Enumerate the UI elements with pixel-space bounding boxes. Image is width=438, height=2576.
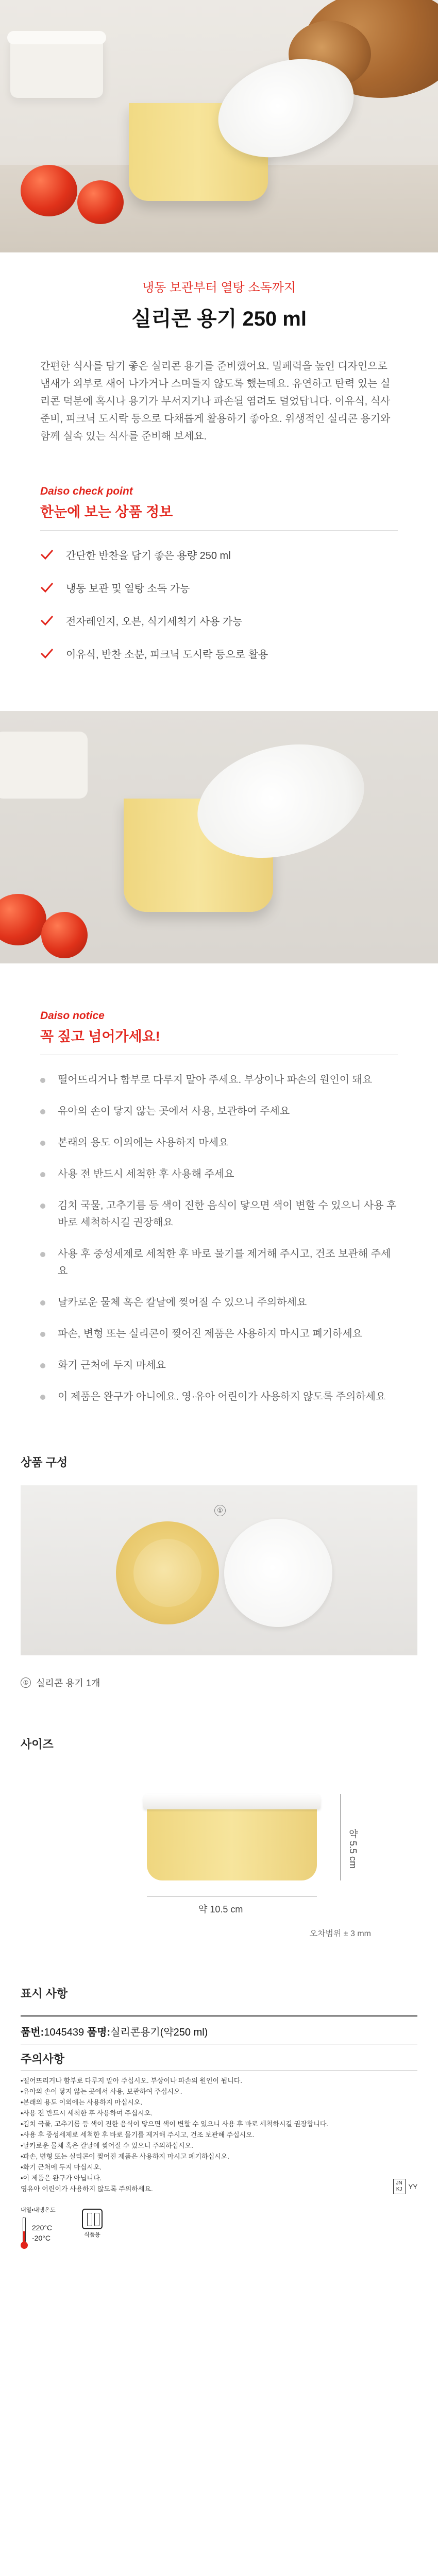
caution-item: •떨어뜨리거나 함부로 다루지 말아 주십시오. 부상이나 파손의 원인이 됩니다. [21,2077,242,2084]
temperature-block [21,2206,72,2249]
list-item [40,1239,398,1287]
caution-item: 영유아 어린이가 사용하지 않도록 주의하세요. [21,2185,153,2193]
tomato-image [41,912,88,958]
list-item [40,1381,398,1413]
size-diagram [21,1767,417,1922]
composition-image [21,1485,417,1655]
composition-title: 상품 구성 [21,1456,68,1469]
tolerance-note: 오차범위 ± 3 mm [309,1929,371,1938]
notice-header [0,1010,438,1045]
list-item-label: 떨어뜨리거나 함부로 다루지 말아 주세요. 부상이나 파손의 원인이 돼요 [58,1074,373,1086]
jn-code-box: JN KJ [393,2179,406,2194]
height-label: 약 5.5 cm [348,1829,358,1869]
list-item-label: 날카로운 물체 혹은 칼날에 찢어질 수 있으니 주의하세요 [58,1297,307,1308]
list-item [40,1096,398,1127]
bullet-icon [40,1300,45,1306]
food-grade-label: 식품용 [84,2232,100,2238]
bullet-icon [40,1252,45,1257]
list-item-label: 사용 전 반드시 세척한 후 사용해 주세요 [58,1168,234,1180]
list-item-label: 화기 근처에 두지 마세요 [58,1360,166,1371]
list-item [40,1190,398,1239]
yy-code: YY [408,2182,417,2191]
bullet-icon [40,1078,45,1083]
list-item [40,637,398,670]
caution-item: •사용 후 중성세제로 세척한 후 바로 물기를 제거해 주시고, 건조 보관해 주십시오. [21,2131,255,2139]
notice-list [0,1055,438,1413]
label-title: 표시 사항 [21,1987,68,2000]
caution-item: •유아의 손이 닿지 않는 곳에서 사용, 보관하여 주십시오. [21,2088,182,2095]
caution-item: •이 제품은 완구가 아닙니다. [21,2174,102,2182]
list-item-label: 냉동 보관 및 열탕 소독 가능 [66,583,190,595]
bullet-icon [40,1109,45,1114]
temperature-caption: 내열•내냉온도 [21,2207,56,2213]
list-item [40,604,398,637]
product-title: 실리콘 용기 250 ml [131,308,307,330]
bullet-icon [40,1204,45,1209]
notice-eyebrow: Daiso notice [40,1010,105,1022]
list-item-label: 간단한 반찬을 담기 좋은 용량 250 ml [66,550,231,562]
tomato-image [0,894,46,945]
width-label: 약 10.5 cm [198,1904,243,1914]
list-item-label: 사용 후 중성세제로 세척한 후 바로 물기를 제거해 주시고, 건조 보관해 주세요 [58,1248,391,1277]
thermometer-icon [21,2217,28,2249]
list-item-label: 본래의 용도 이외에는 사용하지 마세요 [58,1137,229,1148]
caution-list [21,2075,417,2194]
list-item-label: 유아의 손이 닿지 않는 곳에서 사용, 보관하여 주세요 [58,1106,290,1117]
check-icon [40,582,54,593]
origin-code [393,2179,417,2194]
size-title: 사이즈 [21,1738,54,1751]
max-temperature: 220°C [32,2224,53,2232]
notice-title: 꼭 짚고 넘어가세요! [40,1029,160,1044]
check-point-list [0,531,438,670]
background-bowl-image [10,36,103,98]
check-icon [40,648,54,659]
white-lid-top-view-image [224,1519,332,1627]
tomato-image [77,180,124,224]
yellow-container-top-view-image [116,1521,219,1624]
product-name-label: 품명: [87,2027,111,2038]
yellow-container-side-image [147,1803,317,1880]
composition-caption-label: 실리콘 용기 1개 [36,1678,100,1688]
composition-caption [0,1676,438,1689]
food-grade-mark [78,2206,106,2239]
list-item [40,538,398,571]
check-point-title: 한눈에 보는 상품 정보 [40,504,173,520]
caution-item: •김치 국물, 고추기름 등 색이 진한 음식이 닿으면 색이 변할 수 있으니 사용 후 바로 세척하시길 권장합니다. [21,2120,329,2128]
product-name: 실리콘용기(약250 ml) [110,2027,208,2038]
hero-subtitle: 냉동 보관부터 열탕 소독까지 [142,281,296,295]
list-item-label: 파손, 변형 또는 실리콘이 찢어진 제품은 사용하지 마시고 폐기하세요 [58,1328,362,1340]
caution-item: •화기 근처에 두지 마십시오. [21,2163,102,2171]
product-no: 1045439 [44,2027,85,2038]
product-label [21,2015,417,2249]
list-item-label: 이유식, 반찬 소분, 피크닉 도시락 등으로 활용 [66,649,268,660]
list-item-label: 전자레인지, 오븐, 식기세척기 사용 가능 [66,616,243,628]
caution-item: •본래의 용도 이외에는 사용하지 마십시오. [21,2098,143,2106]
item-number-marker: ① [214,1505,226,1516]
height-dimension-line [340,1794,341,1880]
check-icon [40,549,54,560]
intro-text: 간편한 식사를 담기 좋은 실리콘 용기를 준비했어요. 밀폐력을 높인 디자인으로 냄새가 외부로 새어 나가거나 스며들지 않도록 했는데요. 유연하고 탄력 있는 실리콘 덕분에 혹시나 용기가 부서지거나 파손될 염려도 덜었답니다. 이유식, 식사 준비, 피크닉 도시락 등으로 다채롭게 활용하기 좋아요. 위생적인 실리콘 용기와 함께 실속 있는 식사를 준비해 보세요. [40,361,391,442]
hero-photo [0,0,438,252]
bullet-icon [40,1395,45,1400]
caution-title: 주의사항 [21,2050,417,2071]
list-item-label: 김치 국물, 고추기름 등 색이 진한 음식이 닿으면 색이 변할 수 있으니 사용 후 바로 세척하시길 권장해요 [58,1200,397,1228]
glass-fork-icon [82,2209,103,2229]
product-id-line [21,2024,417,2044]
list-item [40,571,398,604]
list-item [40,1159,398,1190]
white-lid-side-image [143,1794,321,1809]
check-point-eyebrow: Daiso check point [40,485,133,497]
check-point-header [0,485,438,521]
caution-item: •사용 전 반드시 세척한 후 사용하여 주십시오. [21,2109,153,2117]
list-item [40,1064,398,1096]
product-no-label: 품번: [21,2027,44,2038]
caution-item: •날카로운 물체 혹은 칼날에 찢어질 수 있으니 주의하십시오. [21,2142,193,2149]
bullet-icon [40,1332,45,1337]
bullet-icon [40,1172,45,1177]
background-bowl-image [0,732,88,799]
caution-item: •파손, 변형 또는 실리콘이 찢어진 제품은 사용하지 마시고 폐기하십시오. [21,2153,229,2160]
product-photo [0,711,438,963]
tomato-image [21,165,77,216]
list-item [40,1350,398,1381]
list-item-label: 이 제품은 완구가 아니에요. 영·유아 어린이가 사용하지 않도록 주의하세요 [58,1391,386,1402]
check-icon [40,615,54,626]
bullet-icon [40,1141,45,1146]
item-number-marker: ① [21,1677,31,1688]
list-item [40,1127,398,1159]
list-item [40,1287,398,1318]
list-item [40,1318,398,1350]
min-temperature: -20°C [32,2234,50,2242]
bullet-icon [40,1363,45,1368]
